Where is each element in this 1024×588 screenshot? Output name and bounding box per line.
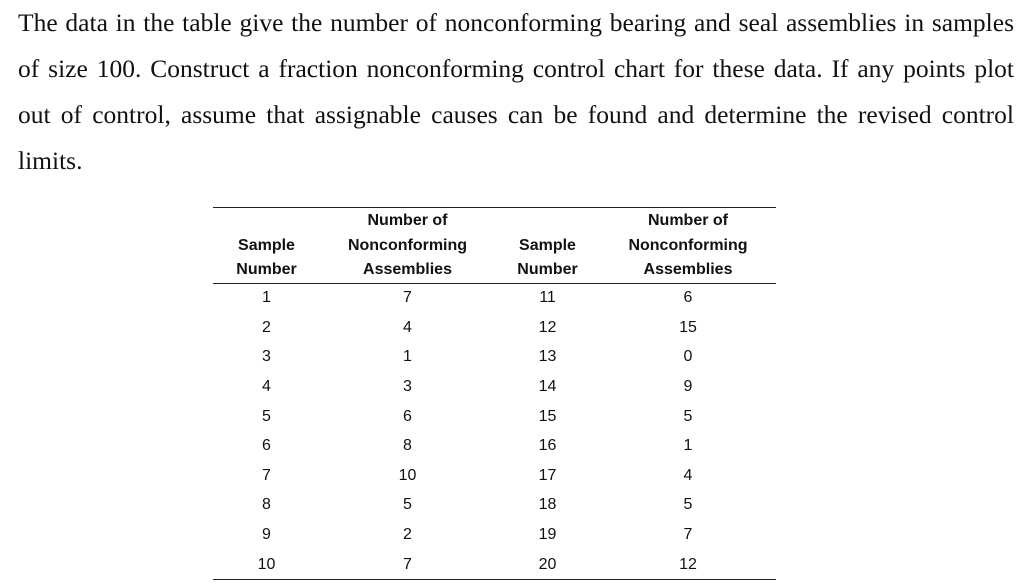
table-cell: 12: [538, 318, 557, 336]
table-cell: 12: [679, 555, 697, 573]
table-cell: 6: [403, 407, 412, 425]
table-cell: 2: [262, 318, 271, 336]
table-cell: 6: [262, 437, 271, 455]
table-cell: 2: [403, 526, 412, 544]
table-cell: 6: [683, 289, 693, 307]
table-cell: 10: [257, 555, 276, 573]
table-cell: 13: [538, 348, 557, 366]
table-cell: 16: [538, 437, 557, 455]
table-cell: 7: [683, 526, 693, 544]
table-row: [213, 491, 776, 521]
table-cell: 4: [683, 466, 693, 484]
table-cell: 0: [683, 348, 693, 366]
table-cell: 1: [262, 289, 271, 307]
table-cell: 10: [398, 466, 417, 484]
table-cell: 9: [262, 526, 271, 544]
table-cell: 3: [403, 378, 412, 396]
table-row: [213, 431, 776, 461]
table-row: [213, 283, 776, 313]
table-row: [213, 372, 776, 402]
table-header-row: [213, 208, 776, 284]
table-row: [213, 520, 776, 550]
table-cell: 17: [538, 466, 557, 484]
table-cell: 7: [403, 555, 412, 573]
table-cell: 5: [683, 407, 693, 425]
table-cell: 1: [403, 348, 412, 366]
header-sample-number-2: Sample Number: [517, 236, 578, 278]
problem-text: The data in the table give the number of nonconforming bearing and seal assemblies in samples of size 100. Construct a fraction nonconforming control chart for these data. If any points plot out of control, assume that assignable causes can be found and determine the revised control limits.: [18, 8, 1014, 175]
table-cell: 11: [539, 289, 556, 307]
table-cell: 5: [683, 496, 693, 514]
header-nonconforming-2: Number of Nonconforming Assemblies: [628, 212, 748, 278]
table-cell: 15: [538, 407, 557, 425]
table-cell: 4: [262, 378, 271, 396]
table-cell: 18: [538, 496, 557, 514]
header-sample-number-1: Sample Number: [236, 236, 297, 278]
table-cell: 4: [403, 318, 412, 336]
table-cell: 7: [403, 289, 412, 307]
data-table: [213, 207, 776, 580]
header-nonconforming-1: Number of Nonconforming Assemblies: [347, 212, 468, 278]
table-cell: 7: [262, 466, 271, 484]
table-row: [213, 461, 776, 491]
table-cell: 3: [262, 348, 271, 366]
table-row: [213, 313, 776, 343]
table-row: [213, 402, 776, 432]
table-cell: 5: [403, 496, 412, 514]
table-cell: 19: [538, 526, 557, 544]
table-cell: 20: [538, 555, 557, 573]
table-cell: 5: [262, 407, 271, 425]
table-cell: 9: [683, 378, 693, 396]
table-cell: 1: [683, 437, 693, 455]
table-cell: 8: [403, 437, 412, 455]
table-cell: 8: [262, 496, 271, 514]
table-row: [213, 343, 776, 373]
table-cell: 14: [538, 378, 557, 396]
table-cell: 15: [679, 318, 697, 336]
table-row: [213, 550, 776, 580]
